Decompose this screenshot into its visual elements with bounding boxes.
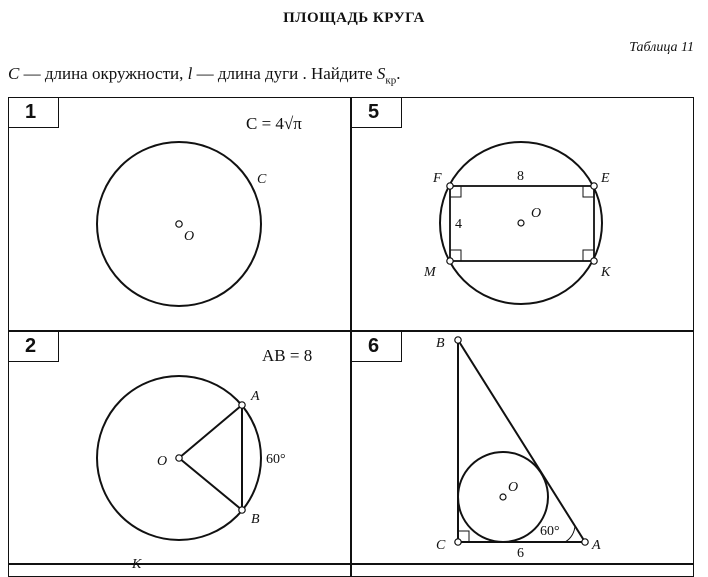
figure-2 [97, 376, 286, 540]
label-b-6: B [436, 336, 445, 351]
task-s-var: S [376, 64, 386, 83]
task-l-var: l [187, 64, 193, 83]
label-a-2: A [251, 389, 260, 404]
point-m [447, 258, 453, 264]
label-base-6: 6 [517, 546, 524, 561]
label-b-2: B [251, 512, 260, 527]
label-k: K [601, 265, 611, 280]
cell-number-2: 2 [9, 332, 59, 362]
point-a-6 [582, 539, 588, 545]
table-label: Таблица 11 [629, 40, 694, 55]
task-c-text: — длина окружности, [19, 64, 188, 83]
cell-number-5: 5 [352, 98, 402, 128]
point-b-2 [239, 507, 245, 513]
center-point-5 [518, 220, 524, 226]
point-a-2 [239, 402, 245, 408]
triangle-bca [458, 340, 585, 542]
label-m: M [424, 265, 436, 280]
point-k [591, 258, 597, 264]
label-f: F [433, 171, 442, 186]
point-o-2 [176, 455, 182, 461]
label-o-2: O [157, 454, 168, 469]
cell-number-1: 1 [9, 98, 59, 128]
figure-6 [436, 336, 601, 561]
task-end: . [396, 64, 401, 83]
label-side-8: 8 [517, 169, 524, 184]
point-c-6 [455, 539, 461, 545]
triangle-oab [179, 405, 242, 510]
page-title: ПЛОЩАДЬ КРУГА [283, 10, 425, 26]
label-c-1: C [257, 172, 267, 187]
center-point-6 [500, 494, 506, 500]
point-b-6 [455, 337, 461, 343]
label-o-5: O [531, 206, 542, 221]
label-arc-angle: 60° [266, 452, 286, 467]
label-e: E [601, 171, 610, 186]
label-c-6: C [436, 538, 446, 553]
task-c-var: C [8, 64, 20, 83]
figure-5 [423, 142, 611, 304]
center-point-1 [176, 221, 182, 227]
figure-1 [97, 142, 267, 306]
partial-bottom-text: К [132, 557, 142, 568]
label-side-4: 4 [455, 217, 462, 232]
cell-2-condition: AB = 8 [262, 346, 313, 365]
label-o-1: O [184, 229, 195, 244]
point-f [447, 183, 453, 189]
task-l-text: — длина дуги . Найдите [192, 64, 377, 83]
label-angle-60: 60° [540, 524, 560, 539]
label-o-6: O [508, 480, 519, 495]
cell-number-6: 6 [352, 332, 402, 362]
label-a-6: A [592, 538, 601, 553]
cell-1-condition: C = 4√π [246, 114, 302, 133]
point-e [591, 183, 597, 189]
angle-arc-a [565, 525, 575, 542]
task-s-sub: кр [385, 74, 397, 87]
